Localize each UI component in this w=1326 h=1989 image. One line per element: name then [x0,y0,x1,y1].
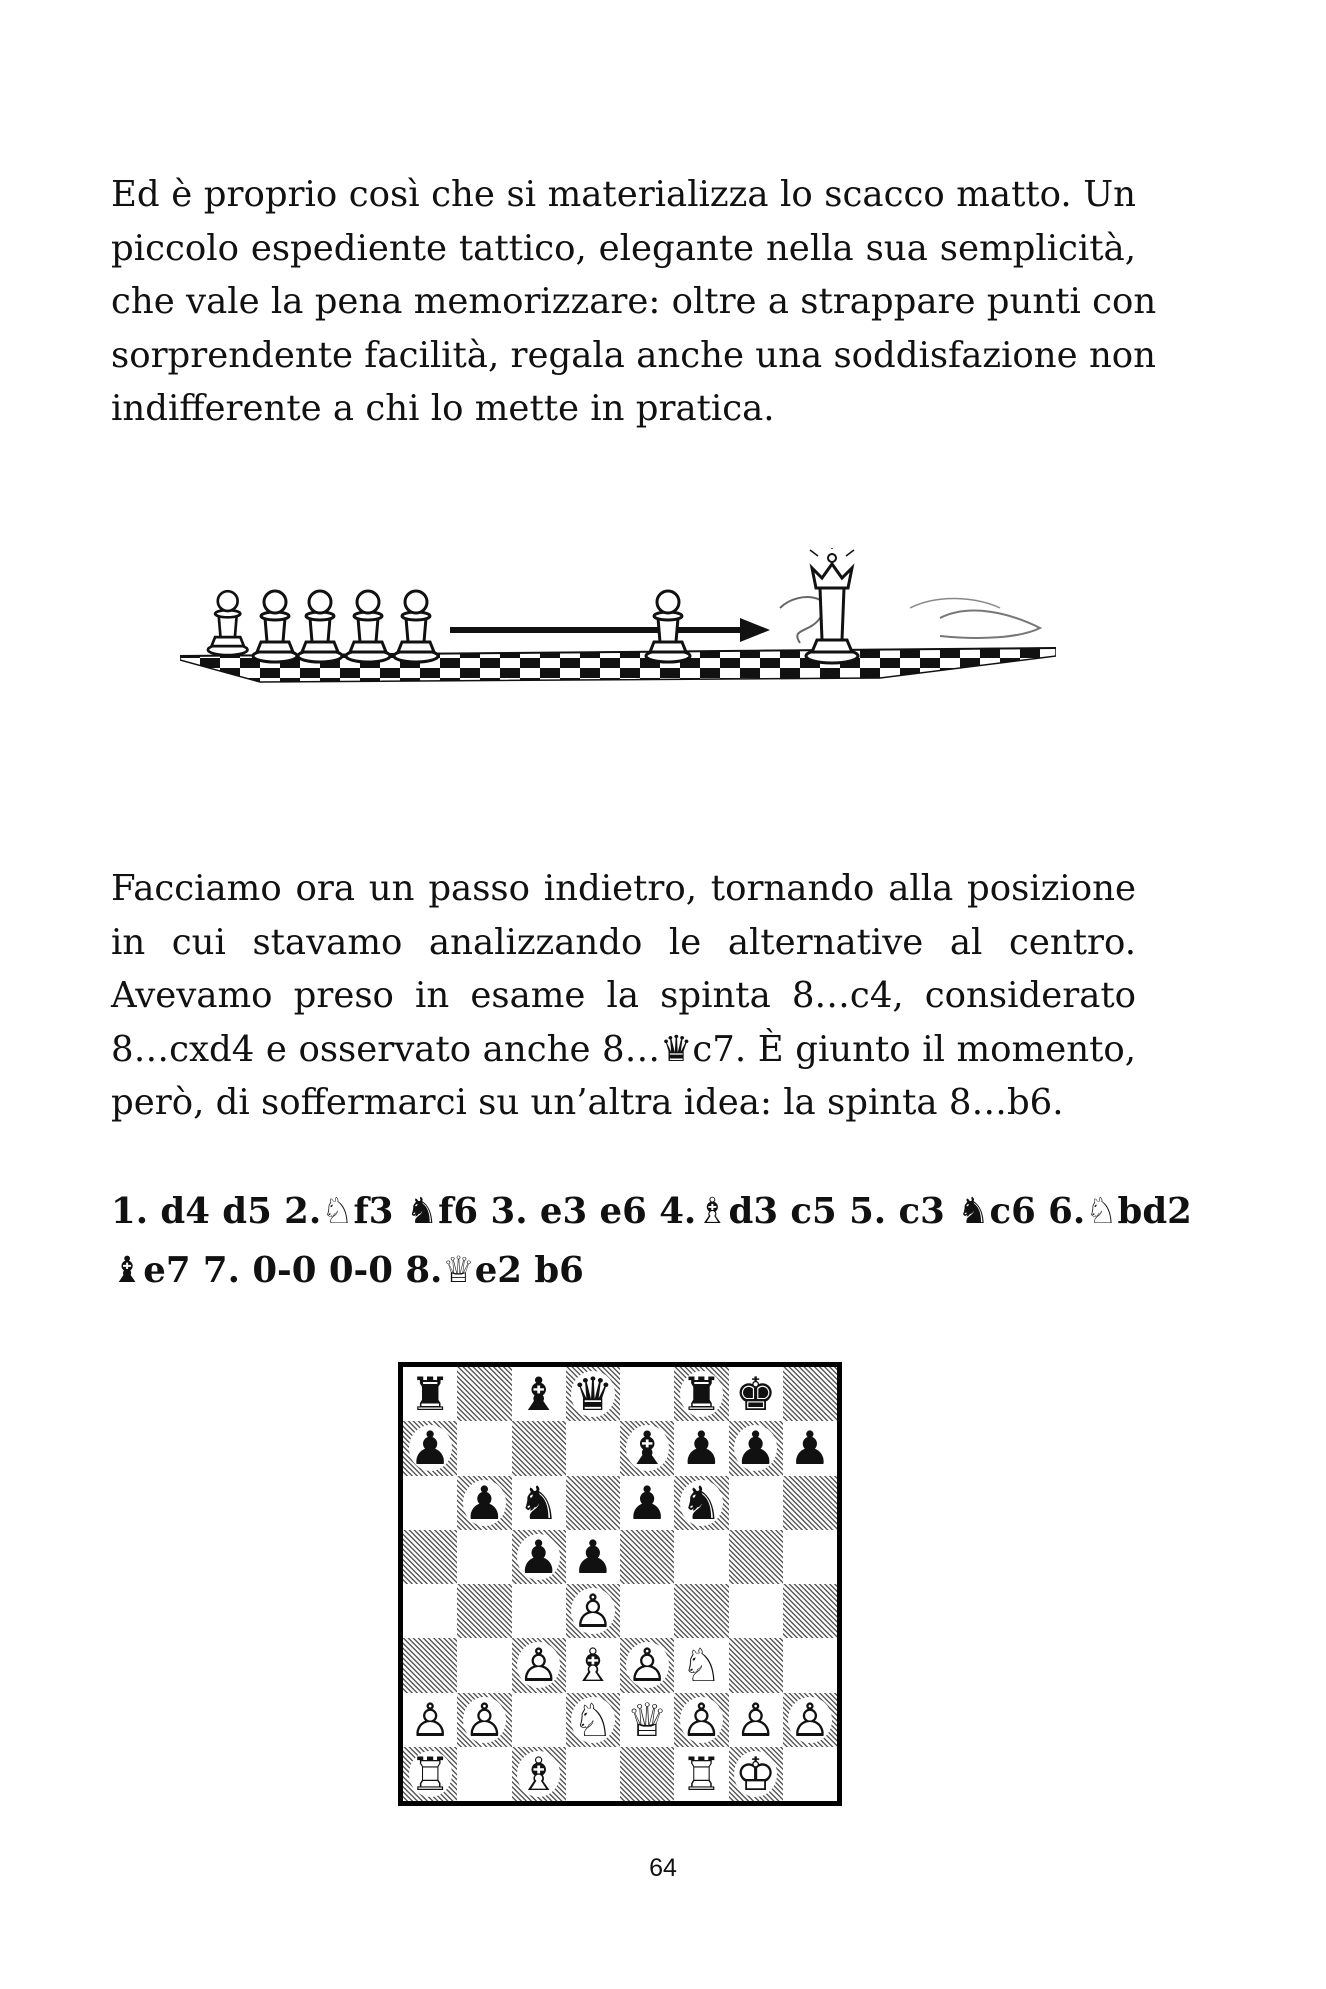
square-g4 [729,1584,783,1638]
square-g5 [729,1530,783,1584]
black-knight-icon: ♞ [680,1475,722,1530]
text-fragment: 8…cxd4 e osservato anche 8… [111,1028,661,1070]
white-pawn-icon: ♙ [789,1692,831,1747]
black-pawn-icon: ♟ [789,1421,831,1476]
square-c7 [512,1421,566,1475]
black-bishop-icon: ♝ [518,1367,560,1422]
white-bishop-icon: ♗ [518,1746,560,1801]
square-a7 [403,1421,457,1475]
text-line: indifferente a chi lo mette in pratica. [111,388,775,429]
white-pawn-icon: ♙ [572,1584,614,1639]
square-c6 [512,1476,566,1530]
square-a4 [403,1584,457,1638]
page-number: 64 [649,1854,677,1882]
move-line [111,1241,1136,1300]
white-king-icon: ♔ [735,1746,777,1801]
black-king-icon: ♚ [735,1367,777,1422]
square-h1 [783,1747,837,1801]
square-b4 [457,1584,511,1638]
square-b7 [457,1421,511,1475]
black-bishop-icon: ♝ [626,1421,668,1476]
white-bishop-icon: ♗ [572,1638,614,1693]
white-knight-icon: ♘ [321,1191,354,1232]
square-h8 [783,1367,837,1421]
square-g8 [729,1367,783,1421]
white-queen-icon: ♕ [442,1250,475,1291]
square-d8 [566,1367,620,1421]
black-pawn-icon: ♟ [572,1529,614,1584]
text-line: piccolo espediente tattico, elegante nella sua semplicità, [111,227,1136,269]
square-g1 [729,1747,783,1801]
black-knight-icon: ♞ [405,1191,439,1232]
white-rook-icon: ♖ [409,1746,451,1801]
square-b2 [457,1693,511,1747]
square-f6 [674,1476,728,1530]
text-line [111,1023,1136,1077]
white-bishop-icon: ♗ [696,1191,729,1232]
move-text: c6 6. [989,1191,1086,1232]
white-pawn-icon: ♙ [409,1692,451,1747]
paragraph-analysis [111,862,1136,1130]
square-c4 [512,1584,566,1638]
square-g7 [729,1421,783,1475]
square-c2 [512,1693,566,1747]
square-g3 [729,1638,783,1692]
move-sequence [111,1182,1192,1300]
pawn-promotion-illustration [180,548,1056,698]
square-f3 [674,1638,728,1692]
move-text: 1. d4 d5 2. [111,1191,322,1232]
square-f7 [674,1421,728,1475]
white-queen-icon: ♕ [626,1692,668,1747]
white-pawn-icon: ♙ [680,1692,722,1747]
white-knight-icon: ♘ [1085,1191,1118,1232]
black-bishop-icon: ♝ [111,1250,144,1291]
square-c3 [512,1638,566,1692]
square-e6 [620,1476,674,1530]
square-d2 [566,1693,620,1747]
square-h7 [783,1421,837,1475]
move-text: f6 3. e3 e6 4. [438,1191,697,1232]
square-a2 [403,1693,457,1747]
black-pawn-icon: ♟ [518,1529,560,1584]
square-c8 [512,1367,566,1421]
black-pawn-icon: ♟ [735,1421,777,1476]
square-a5 [403,1530,457,1584]
white-pawn-icon: ♙ [735,1692,777,1747]
move-text: e7 7. 0-0 0-0 8. [143,1250,443,1291]
move-text: f3 [353,1191,406,1232]
square-g2 [729,1693,783,1747]
square-f2 [674,1693,728,1747]
move-text: e2 b6 [474,1250,584,1291]
square-d5 [566,1530,620,1584]
square-h2 [783,1693,837,1747]
square-e5 [620,1530,674,1584]
black-pawn-icon: ♟ [626,1475,668,1530]
paragraph-intro [111,168,1157,436]
black-pawn-icon: ♟ [463,1475,505,1530]
square-h6 [783,1476,837,1530]
move-text: bd2 [1117,1191,1192,1232]
white-pawn-icon: ♙ [463,1692,505,1747]
text-line: però, di soffermarci su un’altra idea: la spinta 8…b6. [111,1082,1064,1123]
square-b6 [457,1476,511,1530]
square-a6 [403,1476,457,1530]
square-d7 [566,1421,620,1475]
chess-diagram [398,1362,842,1806]
square-d4 [566,1584,620,1638]
square-g6 [729,1476,783,1530]
square-f1 [674,1747,728,1801]
white-pawn-icon: ♙ [518,1638,560,1693]
square-a1 [403,1747,457,1801]
square-b1 [457,1747,511,1801]
square-d6 [566,1476,620,1530]
black-knight-icon: ♞ [957,1191,990,1232]
square-d3 [566,1638,620,1692]
text-line: Ed è proprio così che si materializza lo scacco matto. Un [111,174,1136,215]
square-e7 [620,1421,674,1475]
square-b8 [457,1367,511,1421]
square-f4 [674,1584,728,1638]
square-b5 [457,1530,511,1584]
square-h4 [783,1584,837,1638]
text-line: Avevamo preso in esame la spinta 8…c4, considerato [111,975,1136,1016]
white-pawn-icon: ♙ [626,1638,668,1693]
black-rook-icon: ♜ [409,1367,451,1422]
square-c1 [512,1747,566,1801]
black-queen-icon: ♛ [660,1028,693,1070]
black-queen-icon: ♛ [572,1367,614,1422]
text-line: che vale la pena memorizzare: oltre a strappare punti con [111,281,1157,322]
black-pawn-icon: ♟ [680,1421,722,1476]
white-knight-icon: ♘ [680,1638,722,1693]
text-line: in cui stavamo analizzando le alternative al centro. [111,921,1136,963]
text-line: sorprendente facilità, regala anche una soddisfazione non [111,334,1157,376]
black-pawn-icon: ♟ [409,1421,451,1476]
square-a8 [403,1367,457,1421]
square-e2 [620,1693,674,1747]
text-line: Facciamo ora un passo indietro, tornando alla posizione [111,868,1136,909]
move-text: d3 c5 5. c3 [728,1191,958,1232]
square-e1 [620,1747,674,1801]
square-e3 [620,1638,674,1692]
black-rook-icon: ♜ [680,1367,722,1422]
square-h3 [783,1638,837,1692]
white-rook-icon: ♖ [680,1746,722,1801]
square-c5 [512,1530,566,1584]
white-knight-icon: ♘ [572,1692,614,1747]
square-h5 [783,1530,837,1584]
square-f5 [674,1530,728,1584]
square-f8 [674,1367,728,1421]
text-fragment: c7. È giunto il momento, [692,1028,1137,1070]
square-e4 [620,1584,674,1638]
move-line [111,1182,1192,1241]
square-d1 [566,1747,620,1801]
square-a3 [403,1638,457,1692]
black-knight-icon: ♞ [518,1475,560,1530]
square-e8 [620,1367,674,1421]
square-b3 [457,1638,511,1692]
